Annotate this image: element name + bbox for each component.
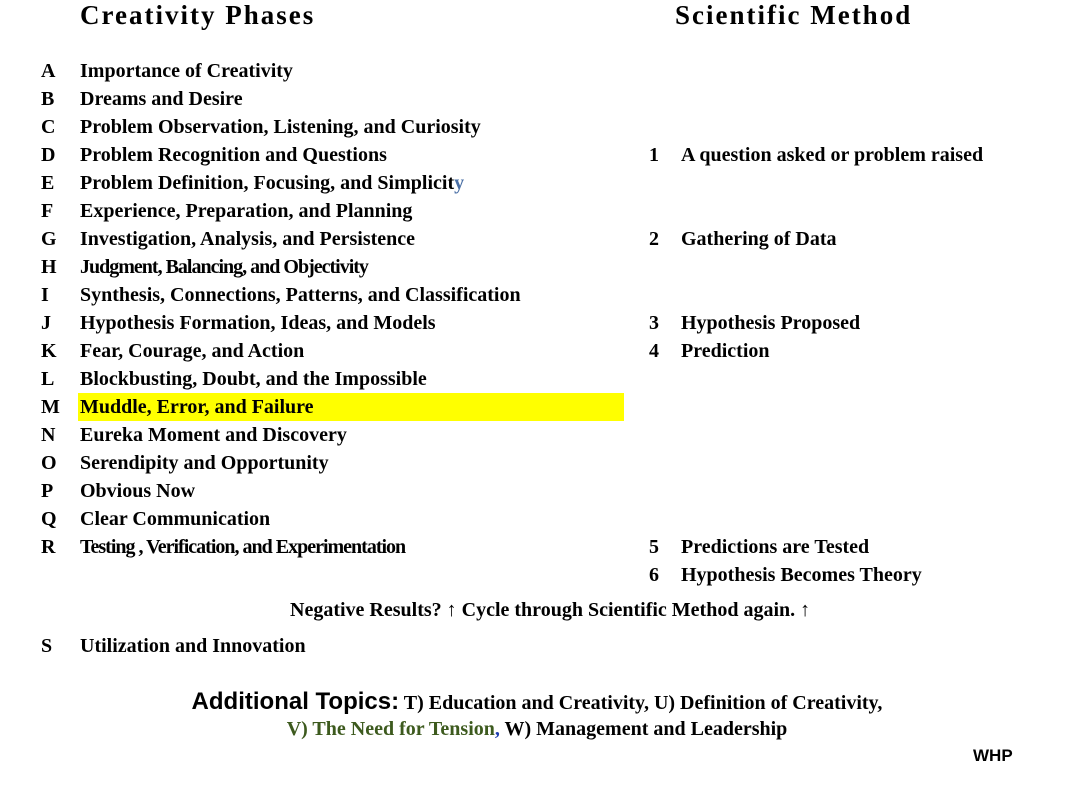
phase-letter: G	[41, 228, 57, 250]
phase-text: Muddle, Error, and Failure	[80, 396, 314, 418]
phase-letter: L	[41, 368, 55, 390]
phase-text: Blockbusting, Doubt, and the Impossible	[80, 368, 427, 390]
phase-letter: Q	[41, 508, 57, 530]
phase-text: Eureka Moment and Discovery	[80, 424, 347, 446]
phase-text: Fear, Courage, and Action	[80, 340, 305, 362]
phase-text: Clear Communication	[80, 508, 271, 530]
additional-topics-line-1	[0, 688, 1074, 716]
phase-text: Dreams and Desire	[80, 88, 243, 110]
phase-text: Importance of Creativity	[80, 60, 293, 82]
phase-letter: S	[41, 635, 53, 657]
phase-text: Utilization and Innovation	[80, 635, 306, 657]
additional-topics	[0, 688, 1074, 742]
phase-letter: F	[41, 200, 54, 222]
phase-text-tail: y	[454, 172, 465, 194]
heading-creativity-phases: Creativity Phases	[80, 0, 316, 30]
topic-management-leadership: W) Management and Leadership	[499, 718, 788, 740]
additional-topics-line-2	[0, 716, 1074, 742]
phase-letter: M	[41, 396, 60, 418]
phase-text: Problem Recognition and Questions	[80, 144, 387, 166]
phase-letter: D	[41, 144, 56, 166]
additional-topics-label: Additional Topics:	[191, 688, 400, 715]
phase-letter: N	[41, 424, 56, 446]
additional-topics-text: T) Education and Creativity, U) Definition of Creativity,	[399, 692, 883, 714]
step-number: 6	[649, 564, 659, 586]
step-text: Prediction	[681, 340, 770, 362]
step-text: Predictions are Tested	[681, 536, 870, 558]
cycle-note: Negative Results? ↑ Cycle through Scientific Method again. ↑	[290, 599, 811, 621]
step-text: A question asked or problem raised	[681, 144, 984, 166]
phase-letter: K	[41, 340, 57, 362]
step-text: Hypothesis Becomes Theory	[681, 564, 922, 586]
topic-need-for-tension: V) The Need for Tension	[286, 718, 495, 740]
step-number: 5	[649, 536, 659, 558]
step-number: 3	[649, 312, 659, 334]
phase-text: Testing , Verification, and Experimentation	[80, 536, 406, 558]
phase-letter: O	[41, 452, 57, 474]
phase-text: Judgment, Balancing, and Objectivity	[80, 256, 368, 278]
signature-initials: WHP	[973, 746, 1013, 765]
phase-letter: H	[41, 256, 57, 278]
phase-letter: A	[41, 60, 56, 82]
phase-letter: P	[41, 480, 54, 502]
phase-text: Obvious Now	[80, 480, 196, 502]
phase-text: Serendipity and Opportunity	[80, 452, 329, 474]
step-number: 1	[649, 144, 659, 166]
phase-text-main: Problem Definition, Focusing, and Simplicit	[80, 172, 455, 194]
phase-letter: I	[41, 284, 49, 306]
phase-text: Investigation, Analysis, and Persistence	[80, 228, 416, 250]
phase-text: Hypothesis Formation, Ideas, and Models	[80, 312, 436, 334]
phase-text	[80, 169, 464, 197]
phase-letter: C	[41, 116, 56, 138]
phase-text: Synthesis, Connections, Patterns, and Classification	[80, 284, 521, 306]
phase-letter: R	[41, 536, 56, 558]
phase-text: Problem Observation, Listening, and Curiosity	[80, 116, 481, 138]
phase-letter: J	[41, 312, 51, 334]
phase-letter: B	[41, 88, 55, 110]
step-text: Gathering of Data	[681, 228, 837, 250]
phase-letter: E	[41, 172, 55, 194]
topic-separator: ,	[494, 718, 500, 740]
heading-scientific-method: Scientific Method	[675, 0, 913, 30]
step-number: 2	[649, 228, 659, 250]
step-number: 4	[649, 340, 659, 362]
phase-text: Experience, Preparation, and Planning	[80, 200, 413, 222]
step-text: Hypothesis Proposed	[681, 312, 861, 334]
